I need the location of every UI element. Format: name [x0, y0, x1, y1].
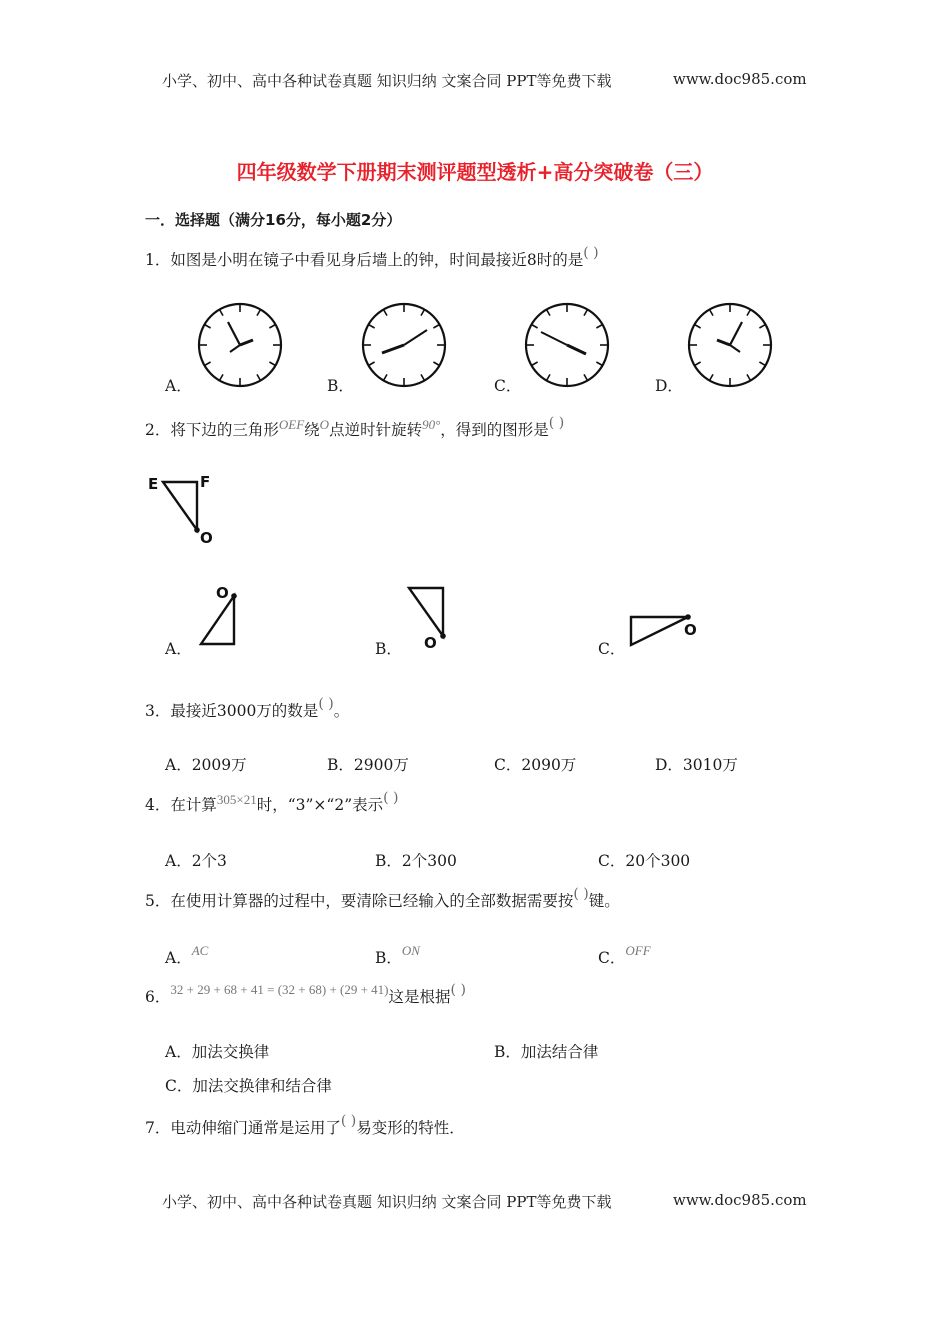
clock-b	[359, 302, 449, 388]
q1-option-a[interactable]: A．	[165, 377, 192, 395]
label-o-c: O	[684, 621, 697, 639]
clock-a	[195, 302, 285, 388]
math-305x21: 305×21	[216, 792, 257, 807]
question-3-text: 3．最接近3000万的数是	[145, 702, 319, 720]
page-footer-text: 小学、初中、高中各种试卷真题 知识归纳 文案合同 PPT等免费下载	[162, 1193, 612, 1211]
page-title: 四年级数学下册期末测评题型透析+高分突破卷（三）	[236, 160, 714, 184]
answer-blank: ( )	[583, 245, 599, 261]
q5-option-b[interactable]: B．$^{ON}$	[375, 943, 420, 967]
triangle-option-a	[196, 582, 246, 652]
key-off: OFF	[625, 943, 651, 958]
question-4	[145, 790, 399, 815]
answer-blank: ( )	[340, 1113, 357, 1129]
q1-option-d[interactable]: D．	[655, 377, 683, 395]
page-footer-site: www.doc985.com	[673, 1191, 807, 1209]
q1-option-b[interactable]: B．	[327, 377, 354, 395]
key-ac: AC	[191, 943, 209, 958]
triangle-oef-figure	[145, 470, 225, 550]
label-o: O	[200, 529, 213, 547]
question-2-text-a: 2．将下边的三角形	[145, 421, 279, 439]
question-2-text-c: 点逆时针旋转	[329, 421, 423, 439]
question-5-text: 5．在使用计算器的过程中，要清除已经输入的全部数据需要按	[145, 892, 574, 910]
q2-option-a[interactable]: A．	[165, 640, 192, 658]
question-1	[145, 245, 599, 270]
page-header-site: www.doc985.com	[673, 70, 807, 88]
key-on: ON	[401, 943, 420, 958]
question-6-text: 这是根据	[388, 988, 451, 1006]
q2-option-c[interactable]: C．	[598, 640, 626, 658]
math-oef: OEF	[278, 417, 305, 432]
clock-d	[685, 302, 775, 388]
question-2	[145, 415, 565, 440]
answer-blank: ( )	[573, 886, 589, 902]
label-o-a: O	[216, 584, 229, 602]
triangle-option-c	[628, 605, 703, 655]
q3-option-b[interactable]: B．2900万	[327, 756, 409, 774]
answer-blank: ( )	[318, 696, 334, 712]
question-3	[145, 696, 350, 721]
page-header-text: 小学、初中、高中各种试卷真题 知识归纳 文案合同 PPT等免费下载	[162, 72, 612, 90]
q1-option-c[interactable]: C．	[494, 377, 522, 395]
triangle-option-b	[404, 582, 454, 654]
question-7-tail: 易变形的特性．	[356, 1119, 465, 1137]
q6-option-c[interactable]: C．加法交换律和结合律	[165, 1077, 332, 1095]
question-5	[145, 886, 620, 911]
q2-option-b[interactable]: B．	[375, 640, 402, 658]
q4-option-a[interactable]: A．2个3	[165, 852, 227, 870]
question-7	[145, 1113, 465, 1138]
question-6	[145, 982, 466, 1007]
q4-option-c[interactable]: C．20个300	[598, 852, 691, 870]
question-7-text: 7．电动伸缩门通常是运用了	[145, 1119, 341, 1137]
q3-option-a[interactable]: A．2009万	[165, 756, 247, 774]
answer-blank: ( )	[450, 982, 466, 998]
answer-blank: ( )	[383, 790, 399, 806]
question-6-number: 6．	[145, 988, 171, 1006]
math-o: O	[319, 417, 330, 432]
label-o-b: O	[424, 634, 437, 652]
q5-option-c[interactable]: C．$^{OFF}$	[598, 943, 651, 967]
question-2-text-d: ，得到的图形是	[440, 421, 549, 439]
question-4-text-b: 时，“3”×“2”表示	[256, 796, 384, 814]
label-e: E	[148, 475, 159, 493]
math-90-degrees: 90°	[422, 417, 441, 432]
question-3-tail: 。	[333, 702, 350, 720]
label-f: F	[200, 473, 211, 491]
answer-blank: ( )	[548, 415, 565, 431]
q3-option-d[interactable]: D．3010万	[655, 756, 738, 774]
question-5-tail: 键。	[588, 892, 620, 910]
q5-option-a[interactable]: A．$^{AC}$	[165, 943, 209, 967]
q4-option-b[interactable]: B．2个300	[375, 852, 457, 870]
question-2-text-b: 绕	[304, 421, 320, 439]
question-4-text-a: 4．在计算	[145, 796, 217, 814]
clock-c	[522, 302, 612, 388]
q6-option-b[interactable]: B．加法结合律	[494, 1043, 599, 1061]
section-heading: 一．选择题（满分16分，每小题2分）	[145, 211, 402, 229]
q6-option-a[interactable]: A．加法交换律	[165, 1043, 270, 1061]
q3-option-c[interactable]: C．2090万	[494, 756, 577, 774]
math-equation: 32 + 29 + 68 + 41 = (32 + 68) + (29 + 41)	[170, 982, 389, 997]
question-1-text: 1．如图是小明在镜子中看见身后墙上的钟，时间最接近8时的是	[145, 251, 584, 269]
